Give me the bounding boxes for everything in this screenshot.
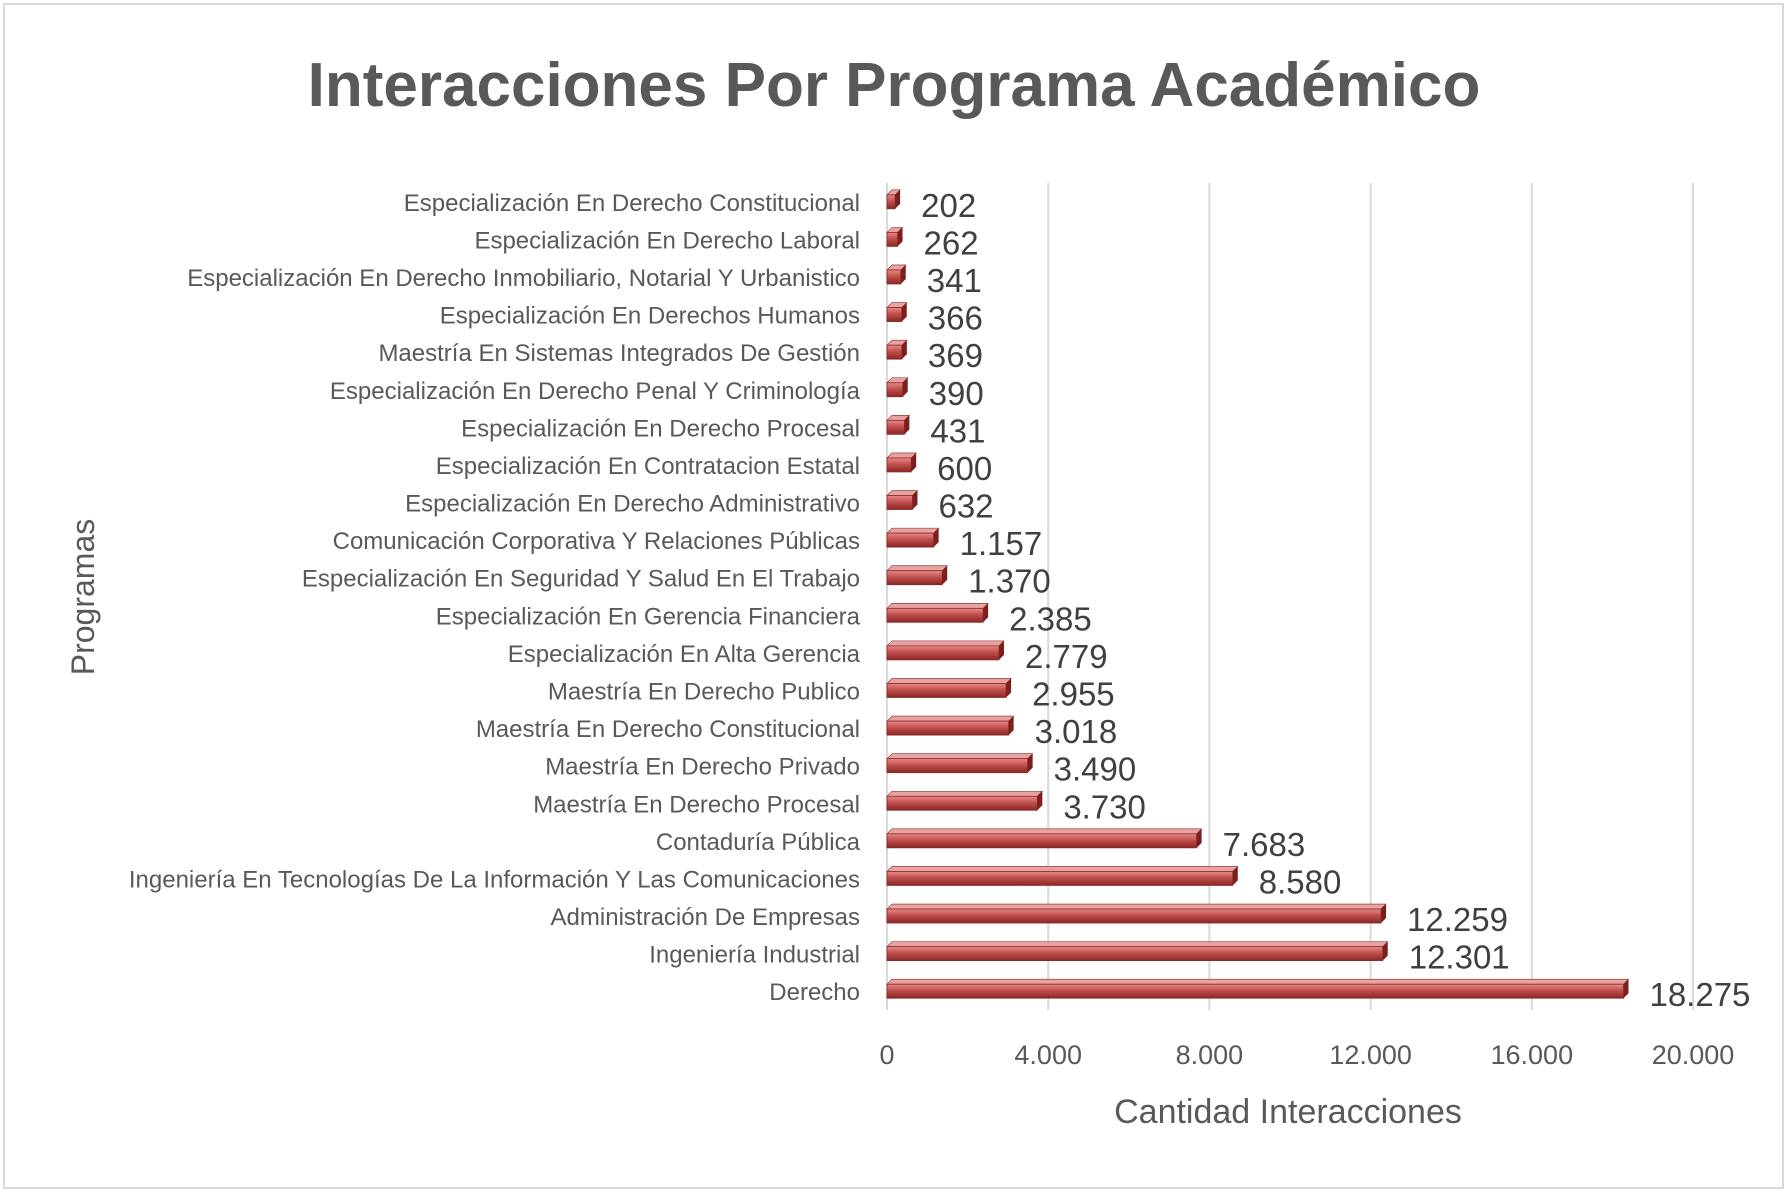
bar-front-face bbox=[887, 232, 898, 246]
bar-top-face bbox=[887, 979, 1628, 984]
x-tick-label: 8.000 bbox=[1175, 1040, 1244, 1070]
bar-front-face bbox=[887, 195, 895, 209]
category-label: Especialización En Alta Gerencia bbox=[507, 640, 860, 668]
bar-top-face bbox=[887, 716, 1014, 721]
category-label: Especialización En Gerencia Financiera bbox=[435, 603, 860, 631]
category-label: Comunicación Corporativa Y Relaciones Públicas bbox=[332, 528, 860, 556]
category-label: Especialización En Derecho Laboral bbox=[474, 227, 860, 255]
bar-front-face bbox=[887, 683, 1006, 697]
data-labels bbox=[921, 187, 1750, 1013]
bar bbox=[887, 603, 988, 622]
bar-front-face bbox=[887, 383, 903, 397]
data-label: 12.259 bbox=[1407, 901, 1508, 939]
data-label: 3.490 bbox=[1053, 750, 1137, 788]
category-label: Ingeniería En Tecnologías De La Información Y Las Comunicaciones bbox=[128, 866, 860, 894]
bar-top-face bbox=[887, 866, 1238, 871]
bar-top-face bbox=[887, 453, 916, 458]
bar bbox=[887, 641, 1004, 660]
category-label: Administración De Empresas bbox=[550, 904, 860, 932]
data-label: 431 bbox=[930, 412, 986, 450]
bar bbox=[887, 190, 900, 209]
bar-top-face bbox=[887, 791, 1042, 796]
category-label: Maestría En Derecho Procesal bbox=[533, 791, 860, 819]
data-label: 18.275 bbox=[1649, 976, 1751, 1014]
bar-front-face bbox=[887, 834, 1197, 848]
data-label: 341 bbox=[926, 261, 982, 299]
data-label: 390 bbox=[928, 374, 984, 412]
x-tick-label: 16.000 bbox=[1490, 1040, 1574, 1070]
chart-title: Interacciones Por Programa Académico bbox=[307, 51, 1481, 120]
bar bbox=[887, 979, 1628, 998]
category-label: Contaduría Pública bbox=[655, 828, 860, 856]
bar-top-face bbox=[887, 904, 1386, 909]
bar bbox=[887, 227, 903, 246]
category-label: Especialización En Derecho Administrativo bbox=[405, 490, 860, 518]
bar-front-face bbox=[887, 571, 942, 585]
x-axis-title: Cantidad Interacciones bbox=[1114, 1093, 1462, 1131]
bar bbox=[887, 678, 1011, 697]
data-label: 1.157 bbox=[959, 525, 1043, 563]
category-label: Especialización En Contratacion Estatal bbox=[435, 452, 860, 480]
bar-front-face bbox=[887, 947, 1383, 961]
bar-front-face bbox=[887, 270, 901, 284]
bar-top-face bbox=[887, 528, 939, 533]
bar-top-face bbox=[887, 566, 947, 571]
category-labels bbox=[129, 190, 861, 1006]
bar bbox=[887, 415, 909, 434]
y-axis-title: Programas bbox=[65, 518, 101, 676]
bar bbox=[887, 829, 1202, 848]
data-label: 369 bbox=[927, 337, 983, 375]
category-label: Especialización En Derechos Humanos bbox=[439, 302, 860, 330]
bar bbox=[887, 866, 1238, 885]
bar-front-face bbox=[887, 458, 911, 472]
data-label: 12.301 bbox=[1408, 938, 1510, 976]
bar-front-face bbox=[887, 608, 983, 622]
bar bbox=[887, 716, 1014, 735]
bar-top-face bbox=[887, 678, 1011, 683]
data-label: 1.370 bbox=[968, 562, 1051, 600]
x-tick-label: 12.000 bbox=[1329, 1040, 1412, 1070]
bar bbox=[887, 378, 908, 397]
data-label: 7.683 bbox=[1222, 825, 1306, 863]
bar bbox=[887, 942, 1388, 961]
bar-top-face bbox=[887, 603, 988, 608]
data-label: 202 bbox=[921, 186, 977, 224]
bar-front-face bbox=[887, 721, 1009, 735]
bar-front-face bbox=[887, 759, 1028, 773]
bar bbox=[887, 528, 939, 547]
category-label: Maestría En Derecho Privado bbox=[545, 753, 860, 781]
bar-front-face bbox=[887, 345, 902, 359]
bar bbox=[887, 904, 1386, 923]
bar bbox=[887, 265, 906, 284]
data-label: 8.580 bbox=[1258, 863, 1342, 901]
data-label: 632 bbox=[938, 487, 994, 525]
bar-front-face bbox=[887, 796, 1037, 810]
data-label: 2.955 bbox=[1032, 675, 1115, 713]
category-label: Especialización En Seguridad Y Salud En El Trabajo bbox=[301, 565, 860, 593]
bar-front-face bbox=[887, 533, 934, 547]
bar bbox=[887, 340, 907, 359]
bar bbox=[887, 754, 1033, 773]
category-label: Derecho bbox=[769, 979, 860, 1007]
category-label: Especialización En Derecho Penal Y Criminología bbox=[329, 377, 860, 405]
bar-top-face bbox=[887, 829, 1202, 834]
x-tick-labels bbox=[879, 1040, 1734, 1070]
bar-front-face bbox=[887, 496, 912, 510]
bar bbox=[887, 303, 907, 322]
bar bbox=[887, 566, 947, 585]
x-tick-label: 20.000 bbox=[1651, 1040, 1735, 1070]
bar-top-face bbox=[887, 491, 917, 496]
x-tick-label: 4.000 bbox=[1014, 1040, 1082, 1070]
category-label: Especialización En Derecho Procesal bbox=[461, 415, 860, 443]
data-label: 3.018 bbox=[1034, 713, 1118, 751]
category-label: Maestría En Sistemas Integrados De Gestión bbox=[378, 340, 860, 368]
bar-front-face bbox=[887, 308, 902, 322]
category-label: Ingeniería Industrial bbox=[649, 941, 860, 969]
category-label: Especialización En Derecho Inmobiliario, Notarial Y Urbanistico bbox=[187, 264, 860, 292]
bar-front-face bbox=[887, 984, 1623, 998]
data-label: 262 bbox=[923, 224, 979, 262]
data-label: 600 bbox=[937, 449, 993, 487]
bar bbox=[887, 791, 1042, 810]
bar bbox=[887, 491, 917, 510]
bar bbox=[887, 453, 916, 472]
category-label: Maestría En Derecho Publico bbox=[547, 678, 860, 706]
bar-top-face bbox=[887, 754, 1033, 759]
data-label: 366 bbox=[927, 299, 983, 337]
x-tick-label: 0 bbox=[879, 1040, 895, 1070]
bar-front-face bbox=[887, 420, 904, 434]
data-label: 2.779 bbox=[1024, 637, 1108, 675]
bar-top-face bbox=[887, 942, 1388, 947]
category-label: Especialización En Derecho Constitucional bbox=[403, 189, 860, 217]
bar-top-face bbox=[887, 641, 1004, 646]
category-label: Maestría En Derecho Constitucional bbox=[475, 716, 860, 744]
bar-front-face bbox=[887, 909, 1381, 923]
bar-front-face bbox=[887, 646, 999, 660]
data-label: 3.730 bbox=[1063, 788, 1146, 826]
data-label: 2.385 bbox=[1009, 600, 1092, 638]
bar-front-face bbox=[887, 871, 1233, 885]
